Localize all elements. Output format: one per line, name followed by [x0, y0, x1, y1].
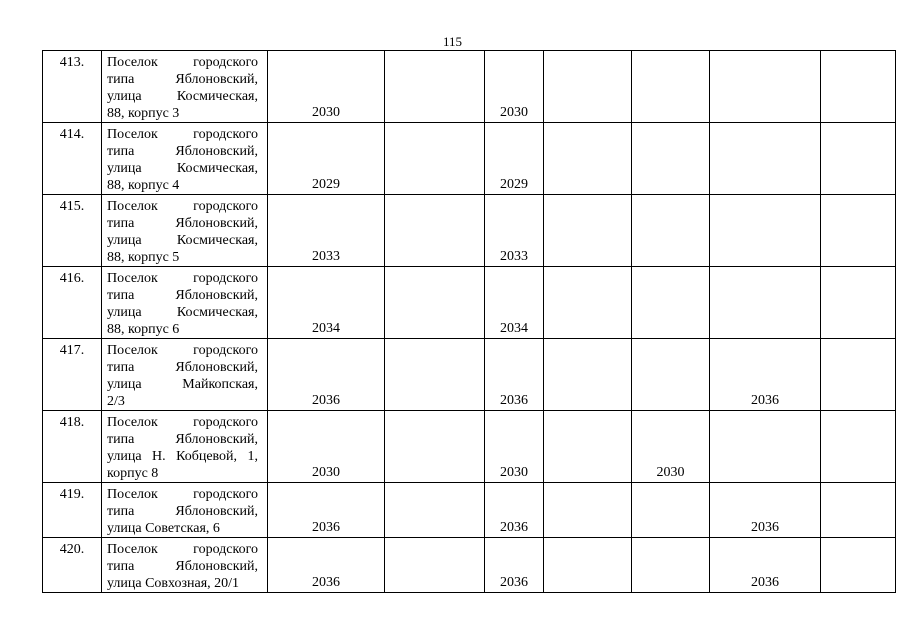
- value-cell: [385, 411, 485, 483]
- address-cell: [102, 538, 268, 593]
- address-line: 88, корпус 4: [107, 178, 180, 193]
- row-number: 413.: [43, 51, 102, 123]
- address-cell: [102, 411, 268, 483]
- address-line: улица Космическая,: [107, 89, 258, 104]
- row-number: 416.: [43, 267, 102, 339]
- address-line: Поселок городского: [107, 343, 258, 358]
- row-number: 415.: [43, 195, 102, 267]
- value-cell: 2030: [485, 51, 544, 123]
- value-cell: 2036: [268, 339, 385, 411]
- address-line: Поселок городского: [107, 271, 258, 286]
- table-row: [43, 51, 896, 123]
- table-row: [43, 538, 896, 593]
- address-cell: [102, 267, 268, 339]
- address-cell: [102, 123, 268, 195]
- address-line: типа Яблоновский,: [107, 288, 258, 303]
- address-line: улица Космическая,: [107, 305, 258, 320]
- row-number: 419.: [43, 483, 102, 538]
- address-line: 2/3: [107, 394, 125, 409]
- table-row: [43, 411, 896, 483]
- value-cell: 2030: [268, 411, 385, 483]
- address-line: 88, корпус 5: [107, 250, 180, 265]
- value-cell: [632, 195, 710, 267]
- address-line: улица Космическая,: [107, 161, 258, 176]
- address-line: корпус 8: [107, 466, 159, 481]
- address-line: улица Майкопская,: [107, 377, 258, 392]
- address-line: улица Совхозная, 20/1: [107, 576, 240, 591]
- address-cell: [102, 339, 268, 411]
- table-row: [43, 267, 896, 339]
- value-cell: [632, 483, 710, 538]
- value-cell: 2036: [268, 538, 385, 593]
- value-cell: 2034: [485, 267, 544, 339]
- row-number: 418.: [43, 411, 102, 483]
- table-row: [43, 483, 896, 538]
- table-body: [43, 51, 896, 593]
- value-cell: [821, 483, 896, 538]
- table-row: [43, 123, 896, 195]
- address-line: 88, корпус 6: [107, 322, 180, 337]
- value-cell: [385, 123, 485, 195]
- address-line: типа Яблоновский,: [107, 144, 258, 159]
- address-cell: [102, 195, 268, 267]
- value-cell: 2036: [710, 538, 821, 593]
- value-cell: [544, 123, 632, 195]
- register-table: [42, 50, 896, 593]
- value-cell: [710, 123, 821, 195]
- address-line: Поселок городского: [107, 487, 258, 502]
- value-cell: 2036: [485, 339, 544, 411]
- value-cell: [385, 538, 485, 593]
- address-line: Поселок городского: [107, 55, 258, 70]
- address-cell: [102, 483, 268, 538]
- value-cell: 2034: [268, 267, 385, 339]
- value-cell: [821, 411, 896, 483]
- value-cell: [821, 339, 896, 411]
- address-line: типа Яблоновский,: [107, 432, 258, 447]
- value-cell: [821, 123, 896, 195]
- value-cell: [385, 267, 485, 339]
- page-number: 115: [442, 34, 463, 49]
- value-cell: [544, 195, 632, 267]
- value-cell: 2029: [268, 123, 385, 195]
- value-cell: [710, 411, 821, 483]
- value-cell: [710, 267, 821, 339]
- value-cell: 2033: [268, 195, 385, 267]
- value-cell: [385, 51, 485, 123]
- value-cell: 2029: [485, 123, 544, 195]
- value-cell: [544, 339, 632, 411]
- value-cell: 2036: [268, 483, 385, 538]
- value-cell: [544, 51, 632, 123]
- address-line: Поселок городского: [107, 542, 258, 557]
- value-cell: [821, 538, 896, 593]
- address-line: Поселок городского: [107, 127, 258, 142]
- address-line: типа Яблоновский,: [107, 72, 258, 87]
- address-line: улица Советская, 6: [107, 521, 220, 536]
- value-cell: [544, 267, 632, 339]
- value-cell: [821, 51, 896, 123]
- value-cell: [632, 267, 710, 339]
- address-line: 88, корпус 3: [107, 106, 180, 121]
- address-line: типа Яблоновский,: [107, 504, 258, 519]
- table-row: [43, 195, 896, 267]
- address-line: Поселок городского: [107, 415, 258, 430]
- value-cell: [710, 195, 821, 267]
- value-cell: [544, 483, 632, 538]
- value-cell: [632, 123, 710, 195]
- row-number: 414.: [43, 123, 102, 195]
- value-cell: [544, 411, 632, 483]
- value-cell: 2036: [485, 483, 544, 538]
- address-line: типа Яблоновский,: [107, 559, 258, 574]
- value-cell: 2030: [268, 51, 385, 123]
- value-cell: 2036: [710, 483, 821, 538]
- address-cell: [102, 51, 268, 123]
- row-number: 420.: [43, 538, 102, 593]
- value-cell: [544, 538, 632, 593]
- value-cell: [632, 538, 710, 593]
- value-cell: 2030: [485, 411, 544, 483]
- address-line: Поселок городского: [107, 199, 258, 214]
- value-cell: [632, 339, 710, 411]
- value-cell: 2036: [485, 538, 544, 593]
- address-line: улица Н. Кобцевой, 1,: [107, 449, 258, 464]
- value-cell: [385, 339, 485, 411]
- row-number: 417.: [43, 339, 102, 411]
- value-cell: [632, 51, 710, 123]
- table-row: [43, 339, 896, 411]
- value-cell: [821, 195, 896, 267]
- value-cell: 2030: [632, 411, 710, 483]
- value-cell: [385, 483, 485, 538]
- value-cell: [821, 267, 896, 339]
- value-cell: [710, 51, 821, 123]
- value-cell: [385, 195, 485, 267]
- address-line: типа Яблоновский,: [107, 360, 258, 375]
- address-line: улица Космическая,: [107, 233, 258, 248]
- address-line: типа Яблоновский,: [107, 216, 258, 231]
- value-cell: 2036: [710, 339, 821, 411]
- value-cell: 2033: [485, 195, 544, 267]
